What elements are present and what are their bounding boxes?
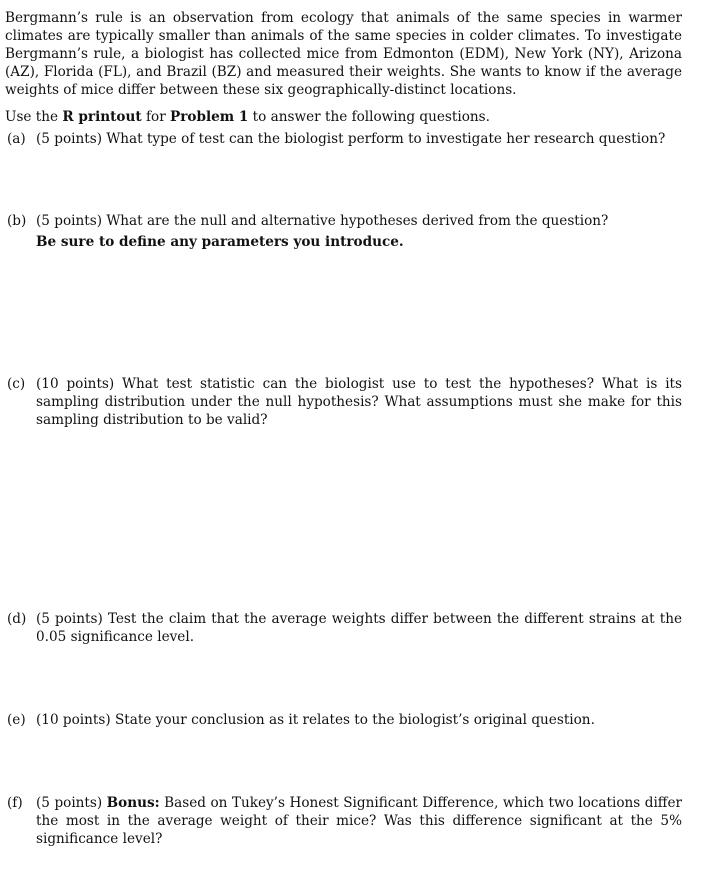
question-text: (5 points) What type of test can the biologist perform to investigate her research question? (36, 131, 666, 147)
question-label: (c) (7, 376, 26, 392)
question-d (7, 610, 682, 646)
question-f (7, 794, 682, 848)
problem-ref: Problem 1 (170, 109, 249, 125)
question-points: (5 points) (36, 795, 107, 811)
question-text: (10 points) State your conclusion as it relates to the biologist’s original question. (36, 712, 595, 728)
question-label: (b) (7, 213, 27, 229)
problem-intro: Bergmann’s rule is an observation from ecology that animals of the same species in warmer climates are typically smaller than animals of the same species in colder climates. To investigate Bergmann’s rule, a biologist has collected mice from Edmonton (EDM), New York (NY), Arizona (AZ), Florida (FL), and Brazil (BZ) and measured their weights. She wants to know if the average weights of mice differ between these six geographically-distinct locations. (5, 10, 682, 98)
instructions-suffix: to answer the following questions. (248, 109, 490, 125)
question-label: (e) (7, 712, 26, 728)
question-label: (d) (7, 611, 27, 627)
instructions-prefix: Use the (5, 109, 63, 125)
question-a (7, 130, 682, 148)
r-printout-ref: R printout (62, 109, 142, 125)
instructions (5, 108, 682, 126)
question-text: (5 points) What are the null and alternative hypotheses derived from the question? (36, 213, 609, 229)
question-emphasis: Be sure to define any parameters you introduce. (36, 234, 404, 250)
question-b (7, 212, 682, 251)
question-text: (10 points) What test statistic can the biologist use to test the hypotheses? What is its sampling distribution under the null hypothesis? What assumptions must she make for this sampling distribution to be valid? (36, 376, 682, 428)
question-e (7, 711, 682, 729)
question-c (7, 375, 682, 429)
question-body: Based on Tukey’s Honest Significant Difference, which two locations differ the most in the average weight of their mice? Was this difference significant at the 5% significance level? (36, 795, 682, 847)
question-label: (f) (7, 795, 23, 811)
question-text (36, 794, 682, 848)
question-text: (5 points) Test the claim that the average weights differ between the different strains at the 0.05 significance level. (36, 611, 682, 645)
question-label: (a) (7, 131, 26, 147)
bonus-label: Bonus: (106, 795, 160, 811)
instructions-middle: for (141, 109, 171, 125)
